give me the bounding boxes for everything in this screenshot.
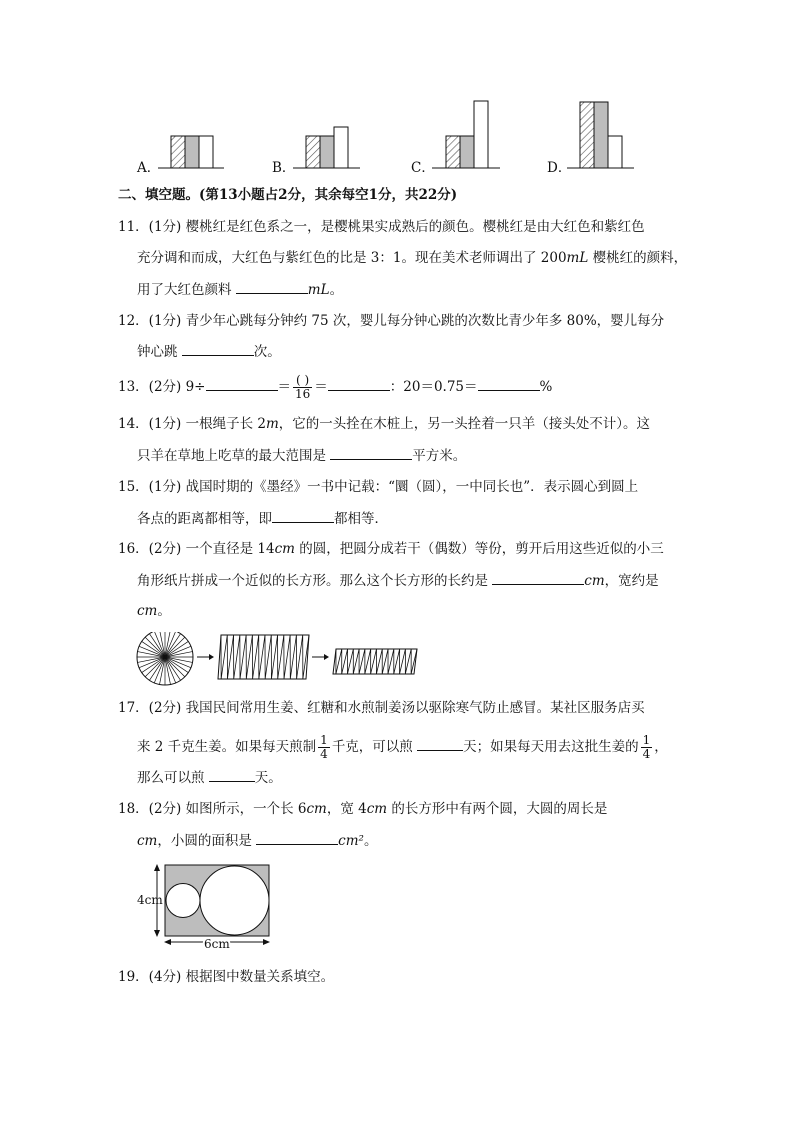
q16-arrow-2 [312,654,329,660]
q15-answer-blank[interactable] [272,508,334,523]
q12-answer-blank[interactable] [182,341,254,356]
q14-unit-m: m [265,416,279,432]
q16-unit-cm-2: cm [584,573,605,589]
q17-blank-2[interactable] [209,767,255,782]
q11-line3 [137,279,343,300]
q16-arrow-1 [197,654,214,660]
q11-text-c: 樱桃红的颜料， [588,250,688,266]
q18-unit-cm-1: cm [306,801,327,817]
q11-line2 [137,248,687,268]
q11-line1: 11．(1分) 樱桃红是红色系之一，是樱桃果实成熟后的颜色。樱桃红是由大红色和紫红色 [118,219,645,235]
q16-text-e: ，宽约是 [604,573,659,589]
q13-eq-1: ＝ [277,379,291,395]
q18-text-a: 18．(2分) 如图所示，一个长 6 [118,801,307,817]
q17-frac1-num: 1 [320,733,328,747]
q16-rectangle-2 [333,649,417,674]
q18-line2 [137,830,377,851]
q12-text-b: 次。 [253,344,281,360]
q14-text-c: ，它的一头拴在木桩上，另一头拴着一只羊（接头处不计）。这 [278,416,651,432]
q15-line2 [137,508,388,529]
q11-answer-blank[interactable] [236,279,308,294]
choice-d-label: D． [547,160,572,176]
q14-line2 [137,445,466,466]
q11-unit-ml: mL [566,250,589,266]
q15-text-b: 都相等． [334,511,388,527]
q18-unit-cm2: cm² [338,833,364,849]
q18-text-c: ，宽 4 [326,801,367,817]
choice-a-figure [158,136,224,168]
q17-text-d: ， [654,739,668,755]
q17-line1: 17．(2分) 我国民间常用生姜、红糖和水煎制姜汤以驱除寒气防止感冒。某社区服务店买 [118,700,645,716]
q11-unit-ml-2: mL [307,282,330,298]
q13-blank-1[interactable] [206,376,278,391]
q17-text-c: 天；如果每天用去这批生姜的 [463,739,639,755]
q16-line2 [137,570,659,591]
q16-unit-cm-3: cm [137,603,158,619]
q17-line3 [137,767,282,788]
q18-unit-cm-3: cm [137,833,158,849]
q17-frac2-num: 1 [642,733,651,747]
q16-text-d: 角形纸片拼成一个近似的长方形。那么这个长方形的长约是 [137,573,493,589]
choice-b-label: B． [272,160,296,176]
q18-figure [0,858,794,968]
choice-b-figure [293,127,360,168]
q16-unit-cm: cm [274,541,295,557]
q15-line1: 15．(1分) 战国时期的《墨经》一书中记载：“圜（圆），一中同长也”．表示圆心到圆上 [118,479,639,495]
q16-text-f: 。 [157,603,171,619]
choice-a-label: A． [137,160,161,176]
q17-text-e: 那么可以煎 [137,770,209,786]
q13-eq-2: ＝ [314,379,328,395]
q17-text-a: 来 2 千克生姜。如果每天煎制 [137,739,317,755]
q18-large-circle [200,866,269,935]
q14-text-e: 平方米。 [412,448,467,464]
q13-blank-2[interactable] [328,376,390,391]
q12-line1: 12．(1分) 青少年心跳每分钟约 75 次，婴儿每分钟心跳的次数比青少年多 80%，婴儿每分 [118,313,665,329]
q14-answer-blank[interactable] [330,445,412,460]
q13-text-d: ：20＝0.75＝ [389,379,478,395]
choice-d-figure [567,102,634,168]
q12-line2 [137,341,281,362]
q16-sectored-circle [137,632,193,685]
q18-text-g: 。 [363,833,378,849]
q13-frac-num[interactable]: ( ) [293,374,312,388]
q16-length-blank[interactable] [492,570,584,585]
q11-text-d: 用了大红色颜料 [137,282,236,298]
choice-c-label: C． [411,160,435,176]
q16-text-a: 16．(2分) 一个直径是 14 [118,541,275,557]
choice-c-figure [432,101,500,168]
q16-rectangle-1 [218,635,309,679]
q16-figure [0,632,794,692]
q18-line1 [118,799,607,819]
q18-text-e: 的长方形中有两个圆，大圆的周长是 [387,801,608,817]
q15-text-a: 各点的距离都相等，即 [137,511,272,527]
q11-text-a: 充分调和而成，大红色与紫红色的比是 3：1。现在美术老师调出了 200 [137,250,567,266]
q17-frac2-den: 4 [642,747,651,761]
q16-line1 [118,539,664,559]
q13-line [118,374,552,401]
q16-text-c: 的圆，把圆分成若干（偶数）等份，剪开后用这些近似的小三 [294,541,664,557]
q18-width-label: 6cm [204,937,230,951]
q13-percent: % [539,379,553,395]
q17-text-f: 天。 [254,770,282,786]
q19-line1: 19．(4分) 根据图中数量关系填空。 [118,969,335,985]
q13-blank-3[interactable] [478,376,540,391]
q13-fraction [293,374,312,401]
section-title: 二、填空题。(第13小题占2分，其余每空1分，共22分) [118,187,458,203]
q17-text-b: 千克，可以煎 [331,739,418,755]
q18-small-circle [166,884,200,918]
choice-figures [0,0,794,180]
q17-blank-1[interactable] [417,736,463,751]
q13-text-a: 13．(2分) 9÷ [118,379,206,395]
q17-line2 [137,734,668,761]
q17-fraction-2 [641,734,653,761]
q18-height-label: 4cm [137,893,163,907]
q14-text-a: 14．(1分) 一根绳子长 2 [118,416,266,432]
q18-text-f: ，小圆的面积是 [157,833,257,849]
q14-line1 [118,414,650,434]
q17-frac1-den: 4 [320,747,328,761]
q18-unit-cm-2: cm [366,801,388,817]
q11-text-e: 。 [329,282,344,298]
q18-area-blank[interactable] [256,830,338,845]
q17-fraction-1 [318,734,330,761]
q12-text-a: 钟心跳 [137,344,182,360]
q13-frac-den: 16 [295,387,311,401]
q16-line3 [137,601,171,621]
q14-text-d: 只羊在草地上吃草的最大范围是 [137,448,331,464]
